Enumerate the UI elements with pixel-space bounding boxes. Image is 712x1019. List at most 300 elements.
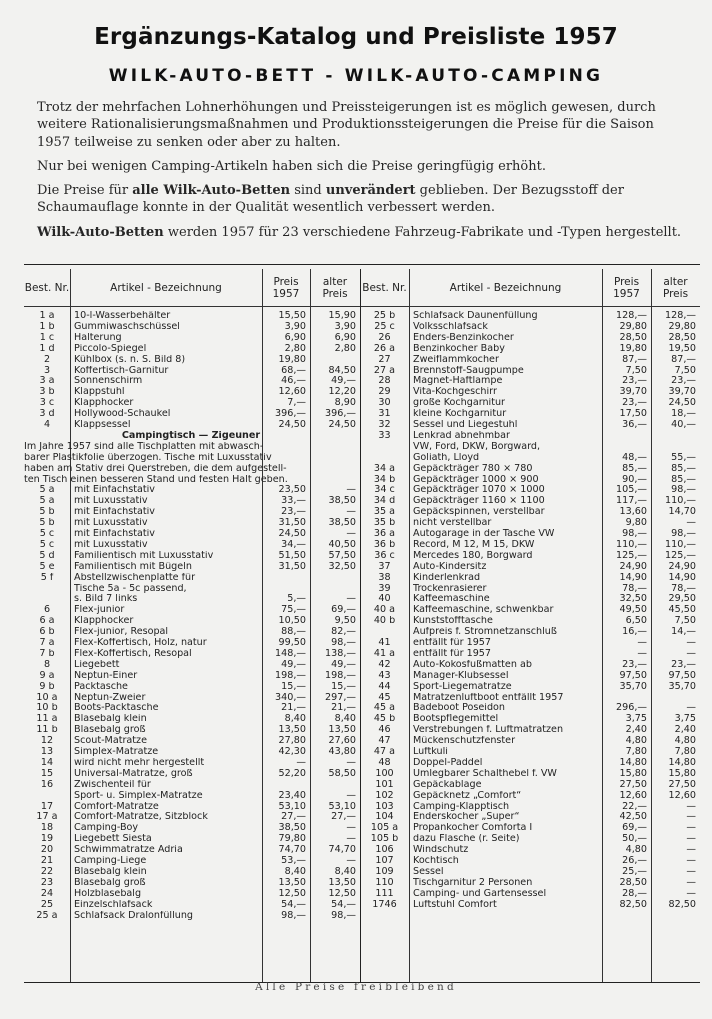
item-number: 27 [378, 354, 391, 365]
item-old-price: 3,75 [674, 714, 696, 725]
item-old-price: 110,— [665, 496, 696, 507]
item-price: 53,10 [278, 801, 306, 812]
item-old-price: 9,50 [334, 616, 356, 627]
item-number [360, 453, 409, 464]
item-name: entfällt für 1957 [413, 648, 492, 659]
item-name: Familientisch mit Luxusstativ [74, 550, 214, 561]
item-old-price: 13,50 [328, 877, 356, 888]
item-number: 47 a [373, 747, 396, 757]
item-name: Tische 5a - 5c passend, [74, 583, 187, 594]
item-name: Zwischenteil für [74, 779, 151, 790]
item-number: 42 [378, 659, 391, 670]
item-name: kleine Kochgarnitur [413, 409, 507, 420]
item-number: 32 [378, 420, 391, 430]
item-name: Flex-junior, Resopal [74, 627, 169, 638]
item-old-price: 396,— [325, 409, 356, 420]
item-name: Gepäckträger 780 × 780 [413, 463, 533, 474]
item-name: Sonnenschirm [74, 376, 143, 387]
item-old-price: 53,10 [328, 801, 356, 812]
item-number: 102 [375, 790, 394, 801]
table-row [24, 649, 700, 660]
item-price: 21,— [281, 703, 306, 714]
item-price: 396,— [275, 409, 306, 420]
item-price: 75,— [281, 605, 306, 616]
item-price: 28,50 [619, 332, 647, 343]
item-old-price: 15,— [331, 681, 356, 692]
item-price: 148,— [275, 648, 306, 659]
item-price: 99,50 [278, 638, 306, 648]
item-price: 23,— [622, 398, 647, 409]
item-name: Kaffeemaschine, schwenkbar [413, 605, 554, 616]
table-row [24, 616, 700, 627]
item-old-price: 98,— [331, 638, 356, 648]
item-price: 34,— [281, 539, 306, 550]
footer-note: Alle Preise freibleibend [255, 981, 457, 993]
item-number: 5 b [39, 507, 55, 518]
item-number: 40 [378, 594, 391, 605]
item-number: 27 a [373, 365, 396, 376]
item-number: 41 a [373, 648, 396, 659]
item-number: 10 a [36, 692, 58, 703]
item-name: Aufpreis f. Stromnetzanschluß [413, 627, 557, 638]
item-price: 128,— [616, 311, 647, 321]
item-number: 6 b [39, 627, 55, 638]
item-name: Camping-Liege [74, 856, 147, 866]
item-number: 40 b [373, 616, 396, 627]
item-number: 2 [43, 354, 51, 365]
item-old-price: 8,90 [334, 398, 356, 409]
table-row [24, 758, 700, 769]
table-row [24, 475, 700, 486]
item-old-price: — [346, 757, 356, 768]
item-price: 117,— [616, 496, 647, 507]
item-name: Gepäckablage [413, 779, 482, 790]
item-name: Halterung [74, 332, 122, 343]
item-number: 45 [378, 692, 391, 703]
item-old-price: 85,— [671, 474, 696, 485]
item-number: 25 a [36, 910, 58, 921]
item-name: große Kochgarnitur [413, 398, 506, 409]
item-price: 31,50 [278, 518, 306, 529]
item-number: 9 b [39, 681, 55, 692]
item-name: Koffertisch-Garnitur [74, 365, 169, 376]
item-old-price: 7,50 [674, 616, 696, 627]
item-number: 3 a [39, 376, 55, 387]
table-row [24, 878, 700, 889]
item-number: 5 c [39, 539, 55, 550]
table-row [24, 420, 700, 431]
item-old-price: 14,— [671, 627, 696, 638]
intro-p3-b: alle Wilk-Auto-Betten [132, 183, 291, 199]
item-name: Klappstuhl [74, 387, 125, 398]
item-number: 30 [378, 398, 391, 409]
item-name: Manager-Klubsessel [413, 670, 509, 681]
item-old-price: 6,90 [334, 332, 356, 343]
item-name: Auto-Kokosfußmatten ab [413, 659, 532, 670]
item-old-price: 3,90 [334, 321, 356, 332]
item-old-price: 8,40 [334, 866, 356, 877]
item-old-price [651, 442, 696, 453]
item-old-price: 198,— [325, 670, 356, 681]
item-price: 3,75 [625, 714, 647, 725]
item-number: 11 a [36, 714, 58, 725]
item-price: 24,50 [278, 420, 306, 430]
top-rule [24, 264, 700, 265]
item-price: — [296, 757, 306, 768]
item-price: 7,— [287, 398, 306, 409]
item-price: 97,50 [619, 670, 647, 681]
table-row [24, 660, 700, 671]
item-price: 125,— [616, 550, 647, 561]
item-price: 53,— [281, 856, 306, 866]
item-old-price: 43,80 [328, 747, 356, 757]
item-name: Sport-Liegematratze [413, 681, 512, 692]
item-price: 68,— [281, 365, 306, 376]
item-name: Blasebalg klein [74, 866, 147, 877]
item-old-price: 40,50 [328, 539, 356, 550]
item-number: 36 c [374, 550, 395, 561]
table-row [24, 714, 700, 725]
item-name: Zweiflammkocher [413, 354, 499, 365]
item-old-price: 45,50 [668, 605, 696, 616]
item-name: Badeboot Poseidon [413, 703, 506, 714]
item-price: 4,80 [625, 736, 647, 747]
item-price: 28,— [622, 888, 647, 899]
item-old-price: 38,50 [328, 496, 356, 507]
item-number: 3 [43, 365, 51, 376]
item-price [602, 431, 647, 442]
table-row [24, 355, 700, 366]
header-rule [24, 306, 700, 307]
item-number: 45 a [373, 703, 396, 714]
item-number: 43 [378, 670, 391, 681]
item-old-price: 15,90 [328, 311, 356, 321]
item-name: Propankocher Comforta I [413, 823, 533, 834]
table-row [24, 911, 700, 922]
item-old-price: — [346, 834, 356, 845]
item-number: 37 [378, 561, 391, 572]
table-row [24, 812, 700, 823]
item-price: 23,— [281, 507, 306, 518]
table-row [24, 823, 700, 834]
table-row [24, 769, 700, 780]
item-number: 18 [40, 823, 54, 834]
intro-text [37, 99, 687, 248]
intro-p4-b: werden 1957 für 23 verschiedene Fahrzeug-Fabrikate und -Typen hergestellt. [163, 224, 682, 240]
item-price: 78,— [622, 583, 647, 594]
item-price: 31,50 [278, 561, 306, 572]
item-number: 39 [378, 583, 391, 594]
item-price: 6,90 [284, 332, 306, 343]
item-number: 5 c [39, 529, 55, 539]
item-name: Liegebett Siesta [74, 834, 152, 845]
item-old-price: 23,— [671, 376, 696, 387]
item-price: 23,40 [278, 790, 306, 801]
item-number: 6 [43, 605, 51, 616]
item-old-price: 49,— [331, 659, 356, 670]
section-heading-text: Campingtisch — Zigeuner [121, 430, 261, 441]
item-number: 5 b [39, 518, 55, 529]
item-old-price: 12,60 [668, 790, 696, 801]
item-number: 25 c [374, 321, 395, 332]
item-price: 98,— [281, 910, 306, 921]
table-row [24, 442, 700, 453]
item-old-price: 27,— [331, 812, 356, 823]
item-number: 25 [40, 899, 54, 910]
item-price: 90,— [622, 474, 647, 485]
item-old-price: 97,50 [668, 670, 696, 681]
item-old-price: — [686, 856, 696, 866]
table-row [24, 780, 700, 791]
item-old-price: 29,80 [668, 321, 696, 332]
item-old-price: 297,— [325, 692, 356, 703]
item-old-price: 18,— [671, 409, 696, 420]
item-old-price: — [686, 834, 696, 845]
item-number: 23 [40, 877, 54, 888]
item-number: 20 [40, 845, 54, 856]
item-price: 36,— [622, 420, 647, 430]
item-price: 2,80 [284, 343, 306, 354]
item-price: 5,— [287, 594, 306, 605]
item-name: Blasebalg groß [74, 877, 146, 888]
item-old-price: 19,50 [668, 343, 696, 354]
header-preis-right: Preis 1957 [613, 276, 640, 300]
item-number: 31 [378, 409, 391, 420]
item-number: 1746 [372, 899, 397, 910]
item-name: Familientisch mit Bügeln [74, 561, 192, 572]
item-old-price: 38,50 [328, 518, 356, 529]
item-price: 50,— [622, 834, 647, 845]
item-number: 1 b [39, 321, 55, 332]
item-price: 54,— [281, 899, 306, 910]
item-old-price: — [686, 648, 696, 659]
item-price: 17,50 [619, 409, 647, 420]
item-name: Kinderlenkrad [413, 572, 481, 583]
item-old-price: — [346, 856, 356, 866]
table-row [24, 529, 700, 540]
item-price: 82,50 [619, 899, 647, 910]
item-price: 105,— [616, 485, 647, 496]
item-name: mit Einfachstativ [74, 485, 155, 496]
item-price: 110,— [616, 539, 647, 550]
table-row [24, 366, 700, 377]
item-number: 35 b [373, 518, 396, 529]
section-note-text: barer Plastikfolie überzogen. Tische mit Luxusstativ [24, 452, 272, 463]
item-name: Mercedes 180, Borgward [413, 550, 533, 561]
item-price: 7,50 [625, 365, 647, 376]
item-name: Holzblasebalg [74, 888, 142, 899]
item-price: 2,40 [625, 725, 647, 736]
item-old-price: 14,90 [668, 572, 696, 583]
item-old-price: 110,— [665, 539, 696, 550]
item-number: 41 [378, 638, 391, 648]
item-number: 26 a [373, 343, 396, 354]
item-number: 1 a [39, 311, 55, 321]
item-name: Flex-Koffertisch, Resopal [74, 648, 192, 659]
item-name: Kunststofftasche [413, 616, 493, 627]
item-price: 12,50 [278, 888, 306, 899]
intro-p3-d: unverändert [325, 183, 416, 199]
intro-p3-e: geblieben. Der Bezugsstoff der Schaumauflage konnte in der Qualität wesentlich verbessert werden. [37, 183, 624, 216]
item-name: Hollywood-Schaukel [74, 409, 171, 420]
item-price: 27,50 [619, 779, 647, 790]
item-name: Volksschlafsack [413, 321, 488, 332]
item-price: 27,— [281, 812, 306, 823]
item-old-price: — [346, 507, 356, 518]
item-price: 49,50 [619, 605, 647, 616]
item-name: Magnet-Haftlampe [413, 376, 503, 387]
table-row [24, 507, 700, 518]
item-name: Sessel und Liegestuhl [413, 420, 518, 430]
item-name: Autogarage in der Tasche VW [413, 529, 555, 539]
table-row [24, 584, 700, 595]
item-name: Scout-Matratze [74, 736, 147, 747]
item-old-price: 7,80 [674, 747, 696, 757]
item-old-price: — [686, 823, 696, 834]
table-row [24, 802, 700, 813]
item-name: Schwimmatratze Adria [74, 845, 183, 856]
item-number: 11 b [36, 725, 58, 736]
table-row [24, 736, 700, 747]
item-old-price: — [686, 812, 696, 823]
item-name: Neptun-Zweier [74, 692, 146, 703]
item-number [360, 627, 409, 638]
table-row [24, 889, 700, 900]
item-number: 29 [378, 387, 391, 398]
item-old-price: 12,50 [328, 888, 356, 899]
item-old-price: 15,80 [668, 768, 696, 779]
item-name: 10-l-Wasserbehälter [74, 311, 171, 321]
item-price: 33,— [281, 496, 306, 507]
item-number: 5 a [39, 496, 55, 507]
item-name: Windschutz [413, 845, 469, 856]
table-row [24, 867, 700, 878]
item-name: Camping-Boy [74, 823, 139, 834]
item-number: 47 [378, 736, 391, 747]
intro-p3-a: Die Preise für [37, 183, 133, 199]
item-number: 48 [378, 757, 391, 768]
item-number: 3 b [39, 387, 55, 398]
table-row [24, 856, 700, 867]
item-old-price: — [686, 845, 696, 856]
item-price: 296,— [616, 703, 647, 714]
table-row [24, 627, 700, 638]
item-price: 88,— [281, 627, 306, 638]
item-number: 101 [375, 779, 394, 790]
item-number: 5 e [39, 561, 55, 572]
item-price: 19,80 [619, 343, 647, 354]
item-name: Benzinkocher Baby [413, 343, 505, 354]
item-old-price: 14,80 [668, 757, 696, 768]
item-old-price [651, 431, 696, 442]
page-subtitle: WILK-AUTO-BETT - WILK-AUTO-CAMPING [108, 66, 604, 86]
section-note-text: ten Tisch einen besseren Stand und festen Halt geben. [24, 474, 288, 485]
item-price: 19,80 [278, 354, 306, 365]
item-price: 48,— [622, 452, 647, 463]
item-old-price: 35,70 [668, 681, 696, 692]
item-name: Simplex-Matratze [74, 747, 159, 757]
item-old-price: 24,50 [668, 398, 696, 409]
item-name: Enders-Benzinkocher [413, 332, 514, 343]
item-price: 13,50 [278, 877, 306, 888]
item-number: 5 f [40, 572, 54, 583]
table-row [24, 725, 700, 736]
item-name: Enderskocher „Super“ [413, 812, 520, 823]
item-old-price: — [686, 518, 696, 529]
table-row [24, 682, 700, 693]
item-name: Comfort-Matratze, Sitzblock [74, 812, 208, 823]
item-old-price: 8,40 [334, 714, 356, 725]
header-alter-right: alter Preis [662, 276, 689, 300]
item-name: Vita-Kochgeschirr [413, 387, 497, 398]
item-name: Comfort-Matratze [74, 801, 159, 812]
item-name: Matratzenluftboot entfällt 1957 [413, 692, 564, 703]
table-row [24, 747, 700, 758]
item-price: 42,30 [278, 747, 306, 757]
item-name: Blasebalg klein [74, 714, 147, 725]
item-old-price: 24,50 [328, 420, 356, 430]
item-price: 15,— [281, 681, 306, 692]
table-row [24, 518, 700, 529]
item-old-price: — [346, 529, 356, 539]
table-row [24, 409, 700, 420]
item-old-price: 40,— [671, 420, 696, 430]
table-row [24, 638, 700, 649]
item-old-price: — [686, 877, 696, 888]
item-number: 45 b [373, 714, 396, 725]
item-old-price: 57,50 [328, 550, 356, 561]
item-name: Auto-Kindersitz [413, 561, 487, 572]
item-old-price [651, 693, 696, 704]
item-name: Goliath, Lloyd [413, 452, 480, 463]
item-price: 3,90 [284, 321, 306, 332]
item-price: 74,70 [278, 845, 306, 856]
intro-paragraph-3 [37, 182, 687, 217]
item-old-price: 98,— [671, 485, 696, 496]
item-old-price: — [686, 801, 696, 812]
intro-paragraph-4 [37, 224, 687, 241]
item-number: 35 a [373, 507, 396, 518]
item-old-price: — [346, 823, 356, 834]
table-row [24, 311, 700, 322]
item-price: 15,80 [619, 768, 647, 779]
item-number: 8 [43, 659, 51, 670]
item-name: Flex-junior [74, 605, 125, 616]
item-old-price: 2,40 [674, 725, 696, 736]
table-row [24, 376, 700, 387]
item-price: 87,— [622, 354, 647, 365]
item-price: 22,— [622, 801, 647, 812]
item-number: 38 [378, 572, 391, 583]
item-price [602, 442, 647, 453]
item-price: 98,— [622, 529, 647, 539]
item-old-price: 21,— [331, 703, 356, 714]
item-old-price: 82,50 [668, 899, 696, 910]
item-old-price: 125,— [665, 550, 696, 561]
item-price: 39,70 [619, 387, 647, 398]
item-name: Packtasche [74, 681, 128, 692]
item-name: Einzelschlafsack [74, 899, 153, 910]
item-name: Gummiwaschschüssel [74, 321, 180, 332]
table-row [24, 834, 700, 845]
item-price: 32,50 [619, 594, 647, 605]
item-name: Schlafsack Dralonfüllung [74, 910, 193, 921]
item-name: Abstellzwischenplatte für [74, 572, 196, 583]
item-old-price: 29,50 [668, 594, 696, 605]
item-name: Gepäckträger 1160 × 1100 [413, 496, 545, 507]
item-name: dazu Flasche (r. Seite) [413, 834, 520, 845]
table-row [24, 344, 700, 355]
